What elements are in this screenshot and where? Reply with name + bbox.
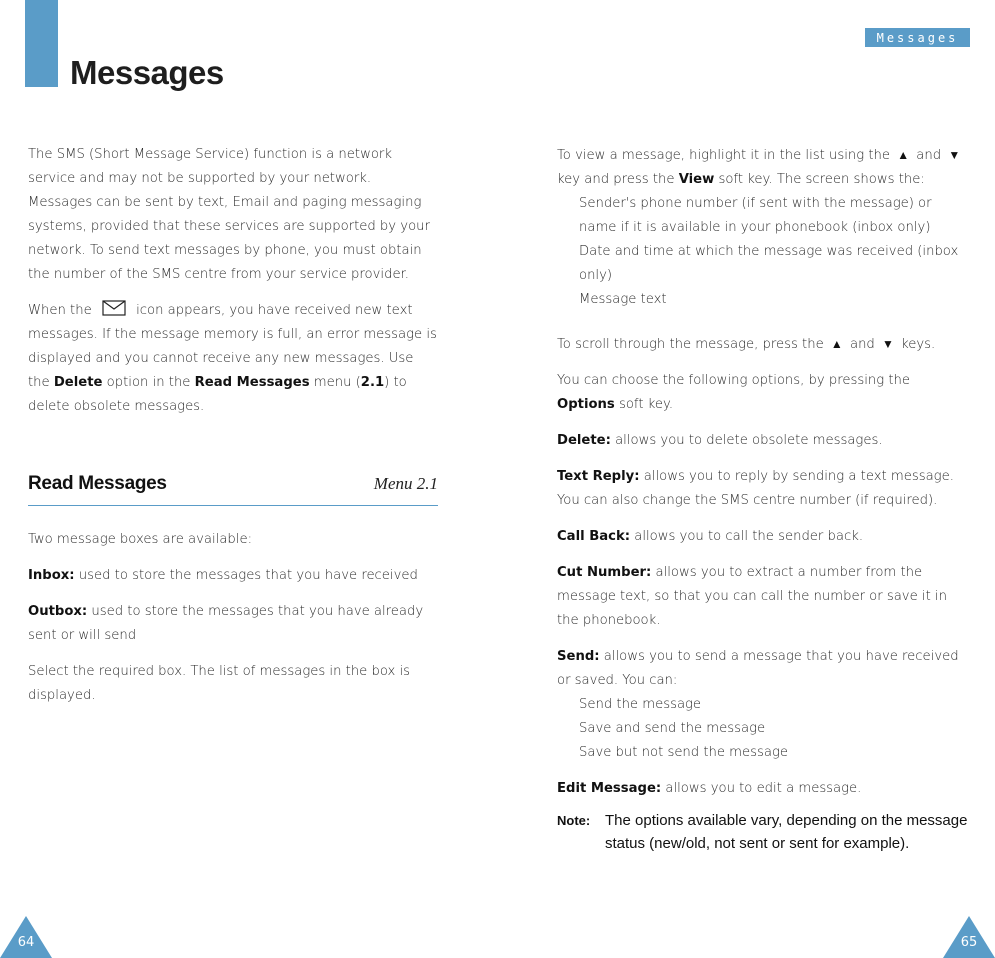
scroll-paragraph: To scroll through the message, press the ▲ and ▼ keys.: [557, 332, 969, 357]
note-label: Note:: [557, 813, 591, 828]
option-send: Send: allows you to send a message that you have received or saved. You can:: [557, 649, 959, 688]
inbox-description: Inbox: used to store the messages that you have received: [28, 568, 418, 583]
menu-number: Menu 2.1: [373, 474, 438, 493]
down-arrow-icon: ▼: [948, 148, 961, 162]
note-text: The options available vary, depending on the message status (new/old, not sent or sent for example).: [605, 812, 968, 852]
section-title: Read Messages: [28, 473, 167, 494]
left-column: [28, 143, 438, 708]
title-accent-bar: [25, 0, 58, 87]
view-paragraph: To view a message, highlight it in the list using the ▲ and ▼ key and press the View soft key. The screen shows the:: [557, 143, 969, 192]
new-message-paragraph: When the icon appears, you have received new text messages. If the message memory is full, an error message is displayed and you cannot receive any new messages. Use the Delete option in the Read Messages menu (2.1) to delete obsolete messages.: [28, 299, 438, 419]
option-text-reply: Text Reply: allows you to reply by sending a text message. You can also change the SMS centre number (if required).: [557, 469, 954, 508]
down-arrow-icon: ▼: [882, 337, 894, 351]
option-cut-number: Cut Number: allows you to extract a number from the message text, so that you can call the number or save it in the phonebook.: [557, 565, 947, 628]
up-arrow-icon: ▲: [897, 148, 910, 162]
option-delete: Delete: allows you to delete obsolete messages.: [557, 433, 883, 448]
right-column: [557, 143, 969, 855]
list-item: Send the message: [579, 697, 702, 712]
boxes-intro: Two message boxes are available:: [28, 532, 253, 547]
option-call-back: Call Back: allows you to call the sender back.: [557, 529, 864, 544]
up-arrow-icon: ▲: [830, 337, 843, 351]
select-box-paragraph: Select the required box. The list of messages in the box is displayed.: [28, 664, 411, 703]
page-title: Messages: [70, 54, 224, 91]
choose-paragraph: You can choose the following options, by pressing the Options soft key.: [557, 373, 911, 412]
page-number-right: 65: [960, 935, 978, 950]
list-item: Sender's phone number (if sent with the message) or name if it is available in your phonebook (inbox only): [579, 196, 932, 235]
section-header: [28, 471, 438, 506]
list-item: Date and time at which the message was received (inbox only): [579, 244, 959, 283]
shows-list: [557, 192, 969, 312]
note: [557, 809, 969, 855]
envelope-icon: [102, 300, 126, 316]
section-tag: Messages: [865, 28, 970, 47]
outbox-description: Outbox: used to store the messages that you have already sent or will send: [28, 604, 424, 643]
send-list: [557, 693, 969, 765]
option-edit-message: Edit Message: allows you to edit a message.: [557, 781, 862, 796]
intro-paragraph: The SMS (Short Message Service) function is a network service and may not be supported by your network. Messages can be sent by text, Email and paging messaging systems, provided that these services are supported by your network. To send text messages by phone, you must obtain the number of the SMS centre from your service provider.: [28, 147, 430, 282]
page-number-left: 64: [17, 935, 35, 950]
list-item: Save but not send the message: [579, 745, 788, 760]
list-item: Message text: [579, 292, 667, 307]
list-item: Save and send the message: [579, 721, 766, 736]
